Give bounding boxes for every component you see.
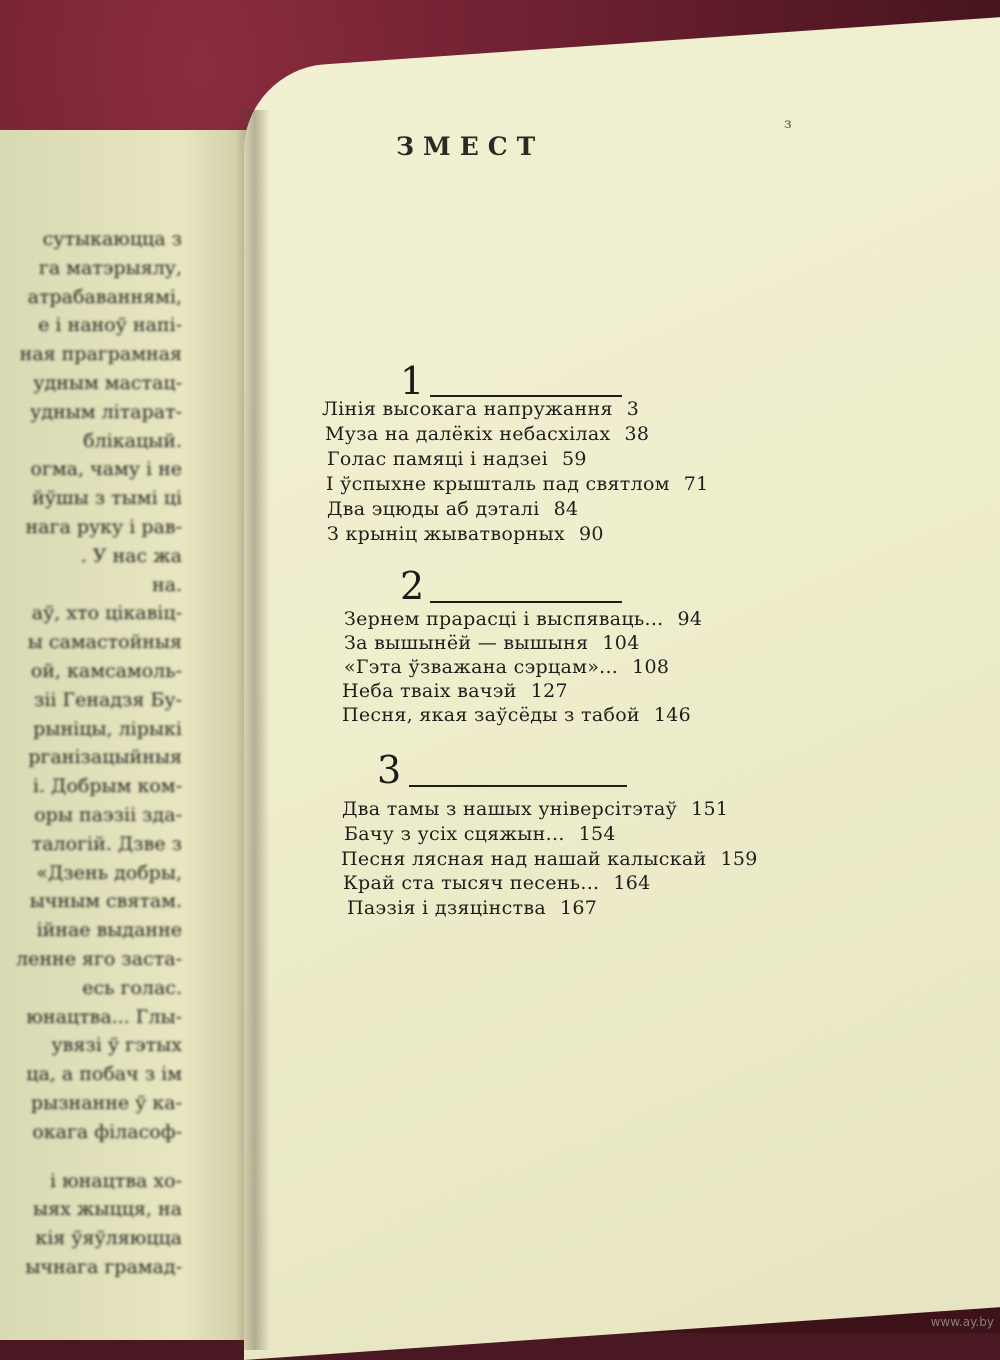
toc-entry[interactable] — [344, 632, 640, 654]
toc-entry-page: 90 — [578, 523, 604, 545]
toc-entry-title: Неба тваіх вачэй — [342, 680, 517, 702]
left-page-line: е і наноў напі- — [38, 314, 182, 337]
toc-entry-title: З крыніц жыватворных — [327, 523, 565, 545]
toc-entry-page: 38 — [624, 423, 650, 445]
left-page-line: . У нас жа — [80, 544, 182, 567]
toc-entry-page: 151 — [691, 798, 729, 820]
left-page-line: рызнанне ў ка- — [30, 1091, 182, 1114]
toc-entry[interactable] — [344, 656, 669, 678]
left-page-line: есь голас. — [82, 976, 182, 999]
toc-entry-page: 94 — [677, 608, 703, 630]
left-page-line: блікацый. — [83, 429, 182, 452]
toc-entry-page: 127 — [530, 680, 568, 702]
left-page-line: «Дзень добры, — [36, 861, 182, 884]
toc-entry[interactable] — [322, 398, 639, 420]
left-page-line: атрабаваннямі, — [27, 285, 182, 308]
left-page-line: йўшы з тымі ці — [32, 487, 182, 510]
toc-entry[interactable] — [325, 423, 649, 445]
section-rule — [430, 601, 622, 603]
toc-entry[interactable] — [344, 608, 702, 630]
toc-entry[interactable] — [341, 848, 758, 870]
toc-entry[interactable] — [327, 448, 587, 470]
left-page-line: рганізацыйныя — [28, 746, 182, 769]
left-page-line: ой, камсамоль- — [30, 659, 182, 682]
left-page-line: і юнацтва хо- — [49, 1169, 182, 1192]
toc-entry-page: 167 — [560, 897, 598, 919]
toc-entry-title: Муза на далёкіх небасхілах — [325, 423, 611, 445]
left-page-line: ыях жыцця, на — [33, 1198, 182, 1221]
left-page-line: ная праграмная — [19, 343, 182, 366]
section-number: 1 — [400, 359, 425, 403]
section-number: 3 — [377, 748, 402, 792]
left-page-line: увязі ў гэтых — [51, 1034, 182, 1057]
left-page-line: ычнага грамад- — [25, 1255, 182, 1278]
toc-entry-title: Два эцюды аб дэталі — [327, 498, 540, 520]
left-page-line: ца, а побач з ім — [26, 1063, 182, 1086]
toc-entry-title: Голас памяці і надзеі — [327, 448, 548, 470]
toc-entry[interactable] — [342, 680, 568, 702]
toc-entry-page: 108 — [632, 656, 670, 678]
left-page-line: окага філасоф- — [32, 1120, 182, 1143]
toc-entry[interactable] — [342, 704, 691, 726]
toc-entry-title: Песня лясная над нашай калыскай — [341, 848, 707, 870]
toc-entry[interactable] — [327, 498, 578, 520]
toc-entry[interactable] — [326, 473, 709, 495]
left-page-line: аў, хто цікавіц- — [31, 602, 182, 625]
left-page-line: оры паэзіі зда- — [34, 803, 182, 826]
toc-entry-page: 84 — [553, 498, 579, 520]
toc-entry-title: І ўспыхне крышталь пад святлом — [326, 473, 670, 495]
toc-entry[interactable] — [344, 823, 616, 845]
toc-entry-page: 3 — [626, 398, 640, 420]
toc-entry-title: Бачу з усіх сцяжын... — [344, 823, 565, 845]
watermark: www.ay.by — [930, 1315, 994, 1329]
toc-entry-title: Два тамы з нашых універсітэтаў — [342, 798, 678, 820]
toc-entry-title: «Гэта ўзважана сэрцам»... — [344, 656, 619, 678]
left-page-line: нага руку і рав- — [25, 515, 182, 538]
left-page-line: юнацтва... Глы- — [26, 1005, 182, 1028]
left-page-line: удным мастац- — [33, 371, 182, 394]
left-page-line: кія ўяўляюцца — [35, 1227, 182, 1250]
toc-entry-title: Паэзія і дзяцінства — [347, 897, 547, 919]
toc-entry-page: 104 — [602, 632, 640, 654]
left-page-line: га матэрыялу, — [38, 256, 182, 279]
toc-entry-title: За вышынёй — вышыня — [344, 632, 589, 654]
toc-entry-page: 164 — [613, 872, 651, 894]
left-page-line: зіі Генадзя Бу- — [33, 688, 182, 711]
toc-entry[interactable] — [342, 798, 728, 820]
left-page-line: удным літарат- — [30, 400, 182, 423]
toc-entry-page: 59 — [561, 448, 587, 470]
section-rule — [430, 395, 622, 397]
left-page-line: на. — [151, 573, 182, 596]
toc-entry-title: Лінія высокага напружання — [322, 398, 613, 420]
toc-entry-title: Зернем прарасці і выспяваць... — [344, 608, 664, 630]
toc-entry[interactable] — [347, 897, 597, 919]
left-page-line: ленне яго заста- — [16, 947, 182, 970]
toc-entry-title: Песня, якая заўсёды з табой — [342, 704, 640, 726]
toc-title: ЗМЕСТ — [396, 132, 545, 161]
left-page-line: ычным святам. — [29, 890, 182, 913]
toc-entry-page: 154 — [578, 823, 616, 845]
toc-entry-page: 146 — [653, 704, 692, 726]
toc-entry-page: 71 — [683, 473, 709, 495]
left-page-line: огма, чаму і не — [30, 458, 182, 481]
toc-entry[interactable] — [327, 523, 604, 545]
toc-entry-page: 159 — [720, 848, 758, 870]
left-page-line: рыніцы, лірыкі — [33, 717, 182, 740]
section-number: 2 — [400, 564, 425, 608]
left-page-line: ы самастойныя — [27, 631, 182, 654]
toc-entry[interactable] — [343, 872, 651, 894]
left-page-line: ійнае выданне — [36, 919, 182, 942]
toc-entry-title: Край ста тысяч песень... — [343, 872, 600, 894]
page-mark: з — [784, 116, 792, 132]
section-rule — [409, 785, 627, 787]
left-page-line: талогій. Дзве з — [31, 832, 182, 855]
left-page-line: і. Добрым ком- — [32, 775, 182, 798]
left-page-line: сутыкаюцца з — [42, 228, 182, 250]
